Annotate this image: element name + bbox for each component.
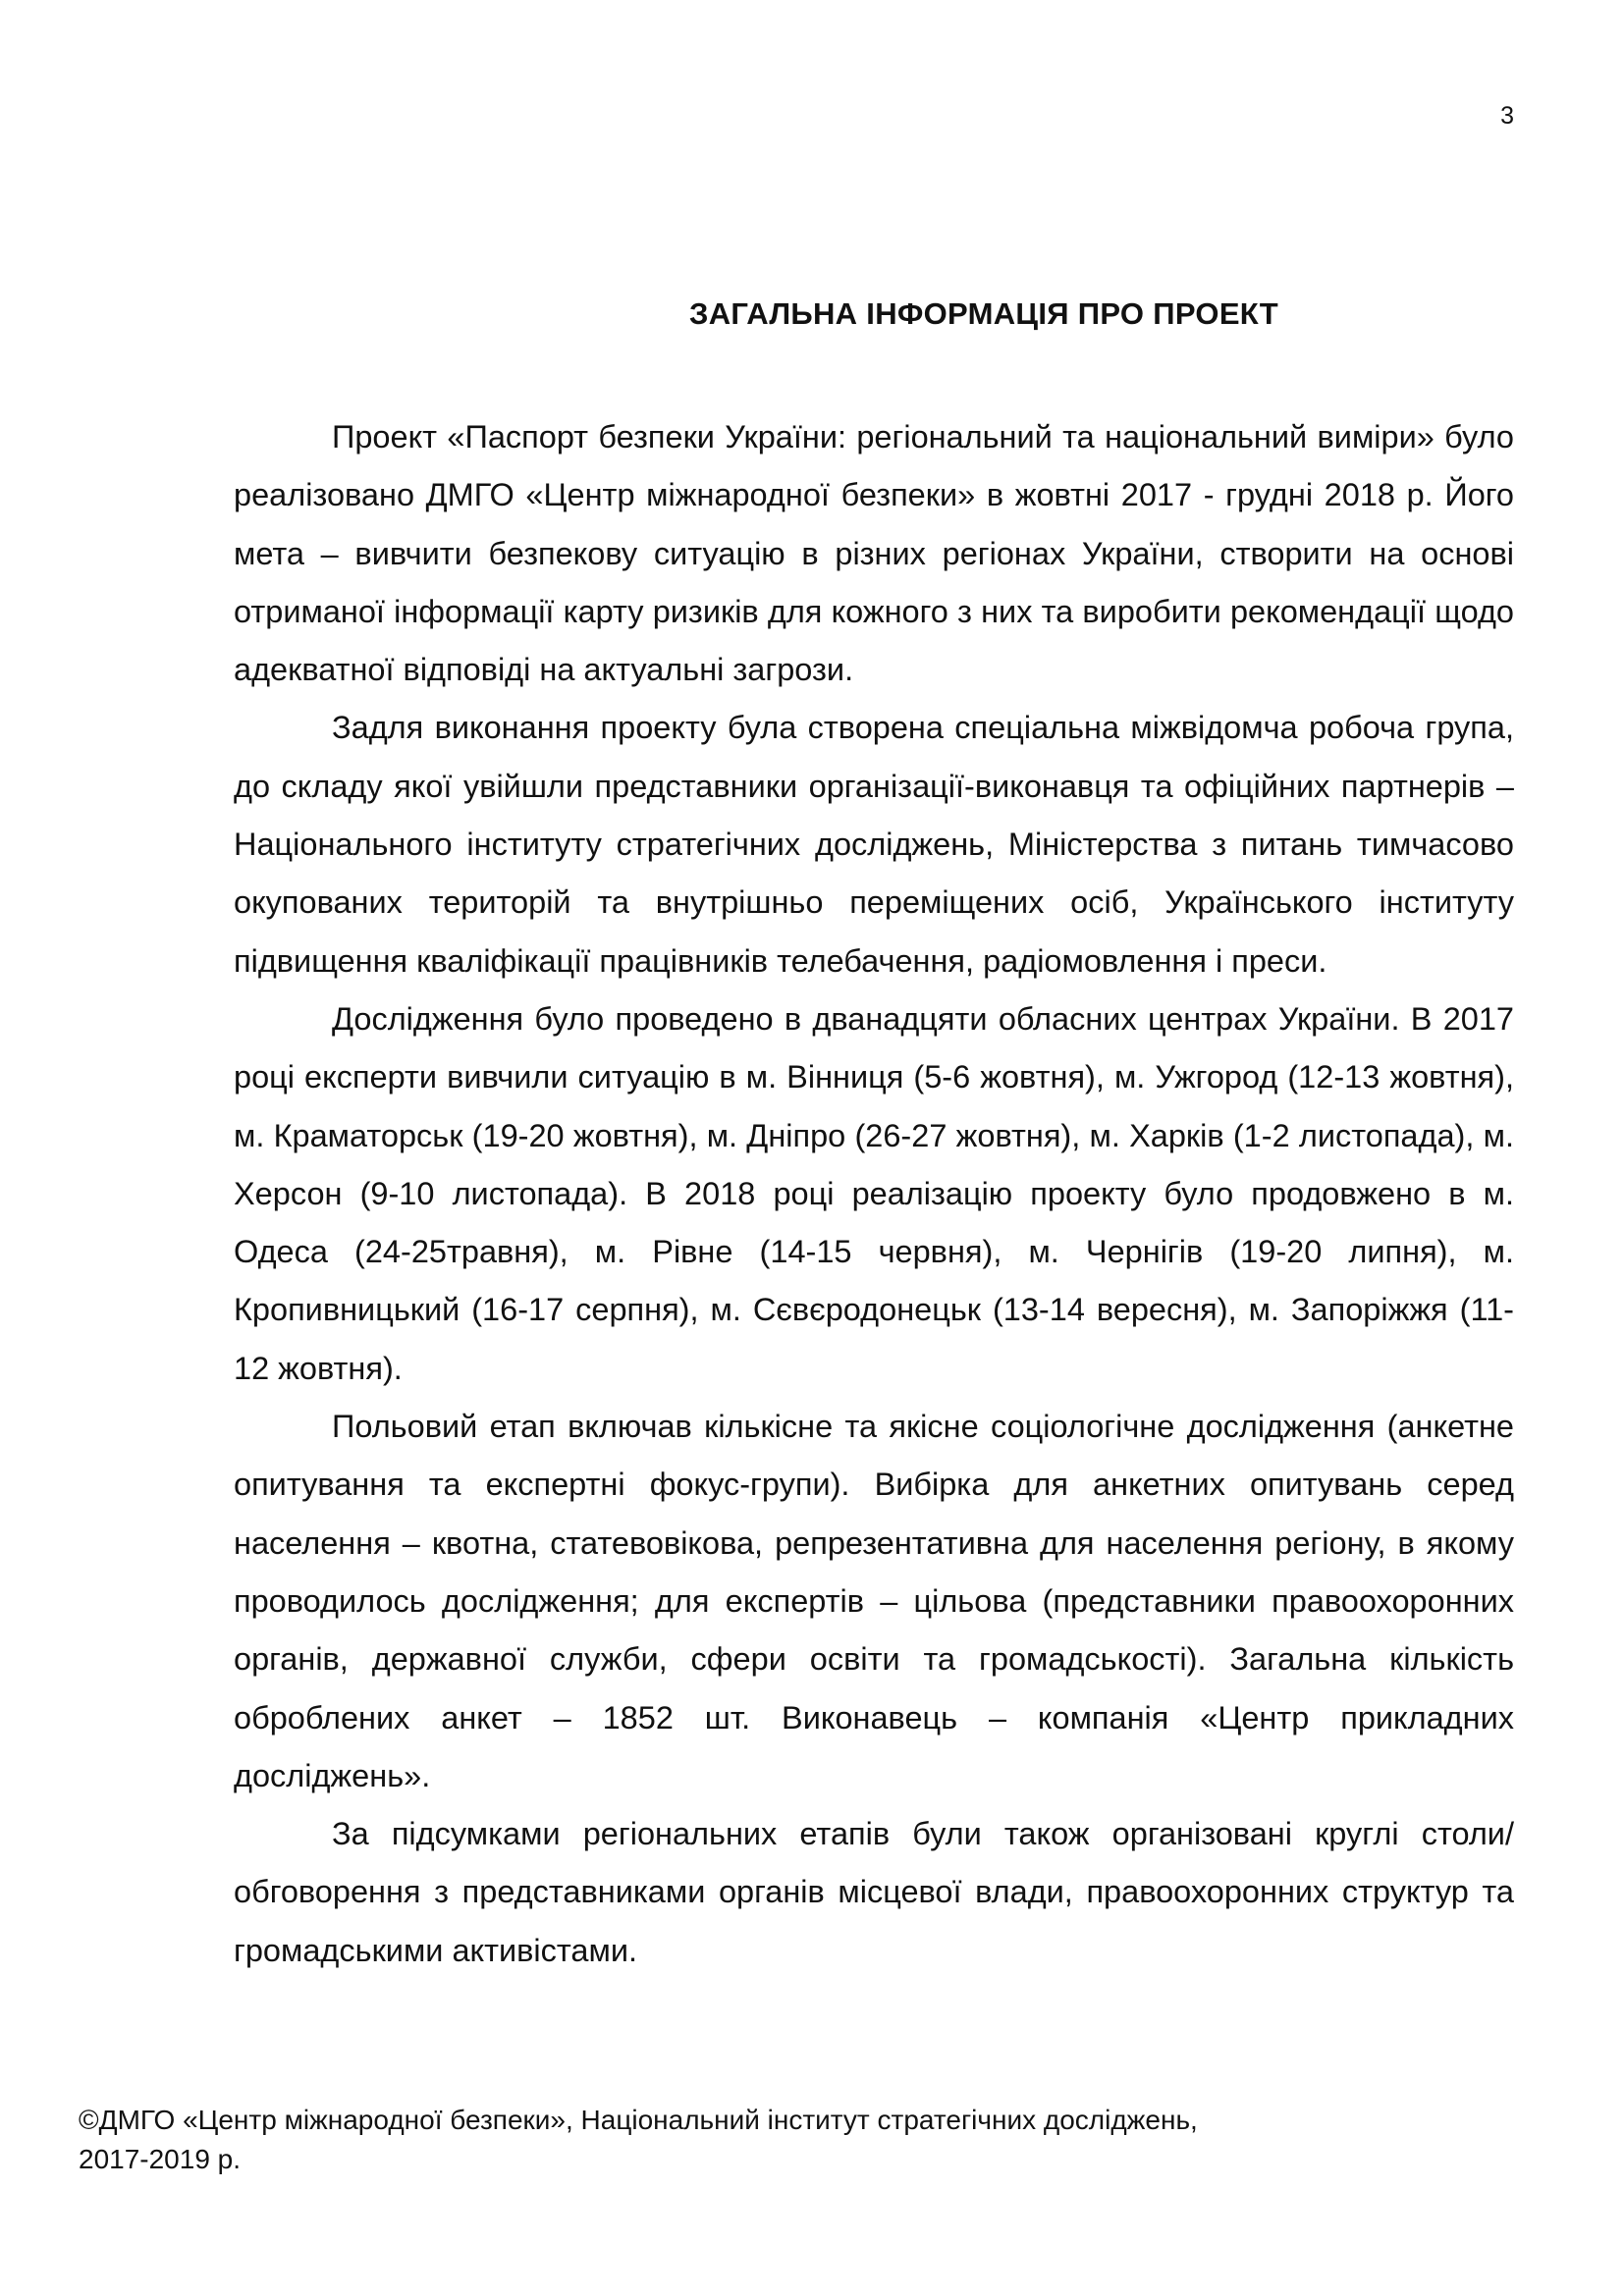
footer-line-2: 2017-2019 р. — [79, 2144, 242, 2174]
copyright-footer — [79, 2101, 1532, 2179]
page-number: 3 — [1500, 102, 1514, 130]
body-text — [234, 408, 1514, 1980]
paragraph-project-overview: Проект «Паспорт безпеки України: регіональний та національний виміри» було реалізовано ДМГО «Центр міжнародної безпеки» в жовтні 2017 - грудні 2018 р. Його мета – вивчити безпекову ситуацію в різних регіонах України, створити на основі отриманої інформації карту ризиків для кожного з них та виробити рекомендації щодо адекватної відповіді на актуальні загрози. — [234, 419, 1514, 688]
page-title: ЗАГАЛЬНА ІНФОРМАЦІЯ ПРО ПРОЕКТ — [688, 296, 1279, 331]
footer-line-1: ©ДМГО «Центр міжнародної безпеки», Національний інститут стратегічних досліджень, — [79, 2105, 1198, 2135]
paragraph-working-group: Задля виконання проекту була створена спеціальна міжвідомча робоча група, до складу якої увійшли представники організації-виконавця та офіційних партнерів – Національного інституту стратегічних досліджень, Міністерства з питань тимчасово окупованих територій та внутрішньо переміщених осіб, Українського інституту підвищення кваліфікації працівників телебачення, радіомовлення і преси. — [234, 710, 1514, 979]
paragraph-round-tables: За підсумками регіональних етапів були також організовані круглі столи/обговорення з представниками органів місцевої влади, правоохоронних структур та громадськими активістами. — [234, 1816, 1514, 1968]
paragraph-field-stage: Польовий етап включав кількісне та якісне соціологічне дослідження (анкетне опитування та експертні фокус-групи). Вибірка для анкетних опитувань серед населення – квотна, статевовікова, репрезентативна для населення регіону, в якому проводилось дослідження; для експертів – цільова (представники правоохоронних органів, державної служби, сфери освіти та громадськості). Загальна кількість оброблених анкет – 1852 шт. Виконавець – компанія «Центр прикладних досліджень». — [234, 1409, 1514, 1793]
paragraph-regional-centers: Дослідження було проведено в дванадцяти обласних центрах України. В 2017 році експерти вивчили ситуацію в м. Вінниця (5-6 жовтня), м. Ужгород (12-13 жовтня), м. Краматорськ (19-20 жовтня), м. Дніпро (26-27 жовтня), м. Харків (1-2 листопада), м. Херсон (9-10 листопада). В 2018 році реалізацію проекту було продовжено в м. Одеса (24-25травня), м. Рівне (14-15 червня), м. Чернігів (19-20 липня), м. Кропивницький (16-17 серпня), м. Сєвєродонецьк (13-14 вересня), м. Запоріжжя (11-12 жовтня). — [234, 1000, 1514, 1386]
